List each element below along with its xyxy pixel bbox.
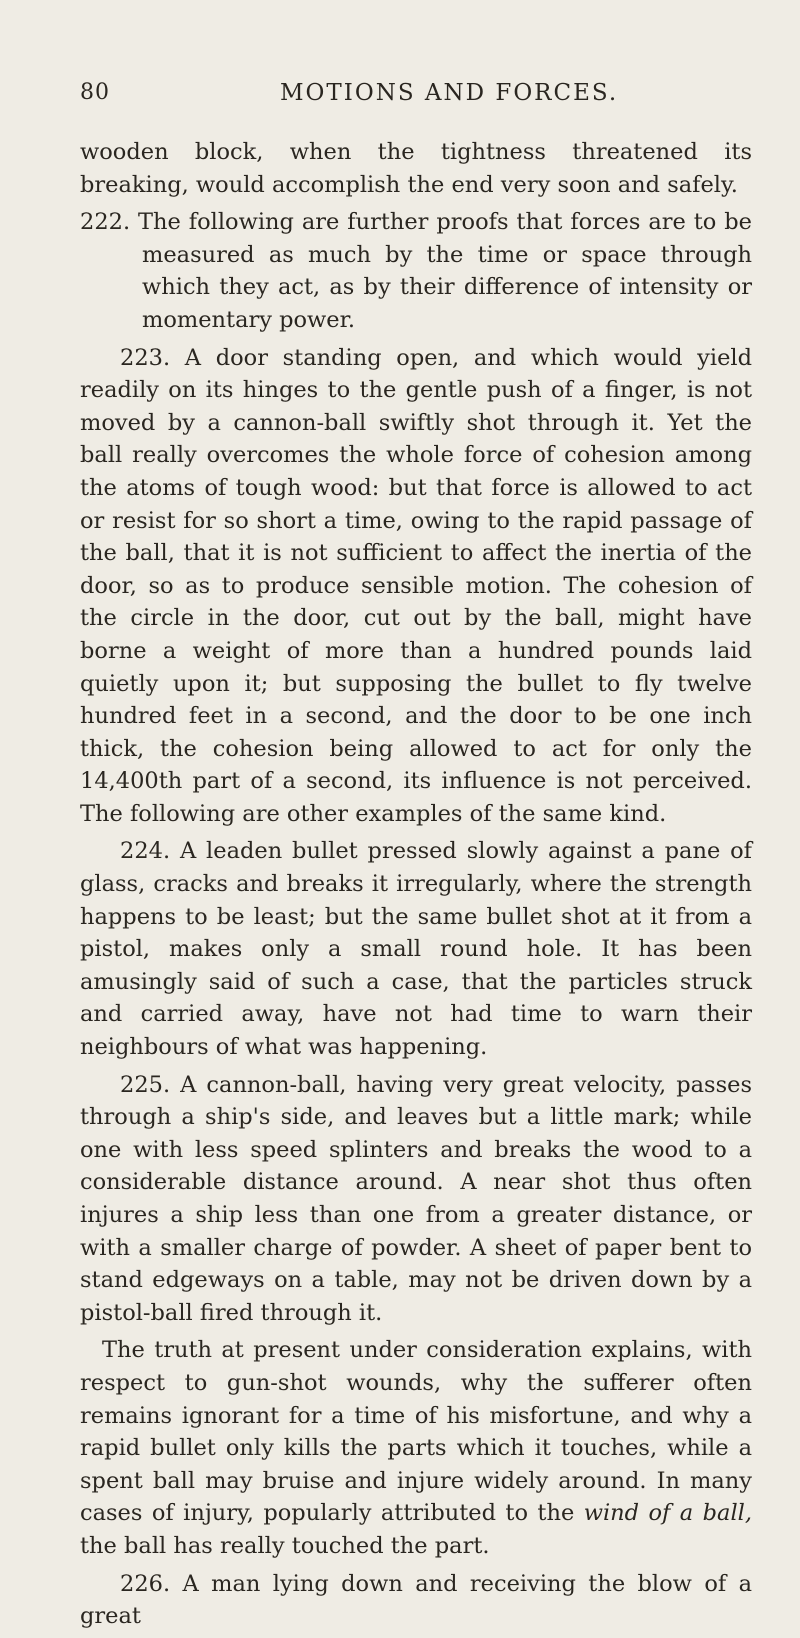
paragraph-text: the ball has really touched the part. [80,1532,490,1559]
paragraph-gunshot-wounds [80,1334,752,1562]
paragraph-text: The truth at present under consideration explains, with respect to gun-shot wounds, why the sufferer often remains ignorant for a time of his misfortune, and why a rapid bullet only kills the parts which it touches, while a spent ball may bruise and injure widely around. In many cases of injury, popularly attributed to the [80,1337,752,1527]
paragraph-223: 223. A door standing open, and which would yield readily on its hinges to the gentle push of a finger, is not moved by a cannon-ball swiftly shot through it. Yet the ball really overcomes the whole force of cohesion among the atoms of tough wood: but that force is allowed to act or resist for so short a time, owing to the rapid passage of the ball, that it is not sufficient to affect the inertia of the door, so as to produce sensible motion. The cohesion of the circle in the door, cut out by the ball, might have borne a weight of more than a hundred pounds laid quietly upon it; but supposing the bullet to fly twelve hundred feet in a second, and the door to be one inch thick, the cohesion being allowed to act for only the 14,400th part of a second, its influence is not perceived. The following are other examples of the same kind. [80,344,752,827]
body-text [80,136,752,1638]
paragraph-226: 226. A man lying down and receiving the blow of a great [80,1570,752,1630]
paragraph-225: 225. A cannon-ball, having very great velocity, passes through a ship's side, and leaves but a little mark; while one with less speed splinters and breaks the wood to a considerable distance around. A near shot thus often injures a ship less than one from a greater distance, or with a smaller charge of powder. A sheet of paper bent to stand edgeways on a table, may not be driven down by a pistol-ball fired through it. [80,1071,752,1326]
page-header [80,80,740,120]
running-title: MOTIONS AND FORCES. [280,80,619,106]
italic-phrase: wind of a ball, [583,1500,752,1527]
paragraph-continuation: wooden block, when the tightness threatened its breaking, would accomplish the end very soon and safely. [80,139,752,198]
paragraph-224: 224. A leaden bullet pressed slowly against a pane of glass, cracks and breaks it irregularly, where the strength happens to be least; but the same bullet shot at it from a pistol, makes only a small round hole. It has been amusingly said of such a case, that the particles struck and carried away, have not had time to warn their neighbours of what was happening. [80,838,752,1061]
page-number: 80 [80,80,110,105]
paragraph-222: 222. The following are further proofs that forces are to be measured as much by the time or space through which they act, as by their difference of intensity or momentary power. [80,209,752,333]
